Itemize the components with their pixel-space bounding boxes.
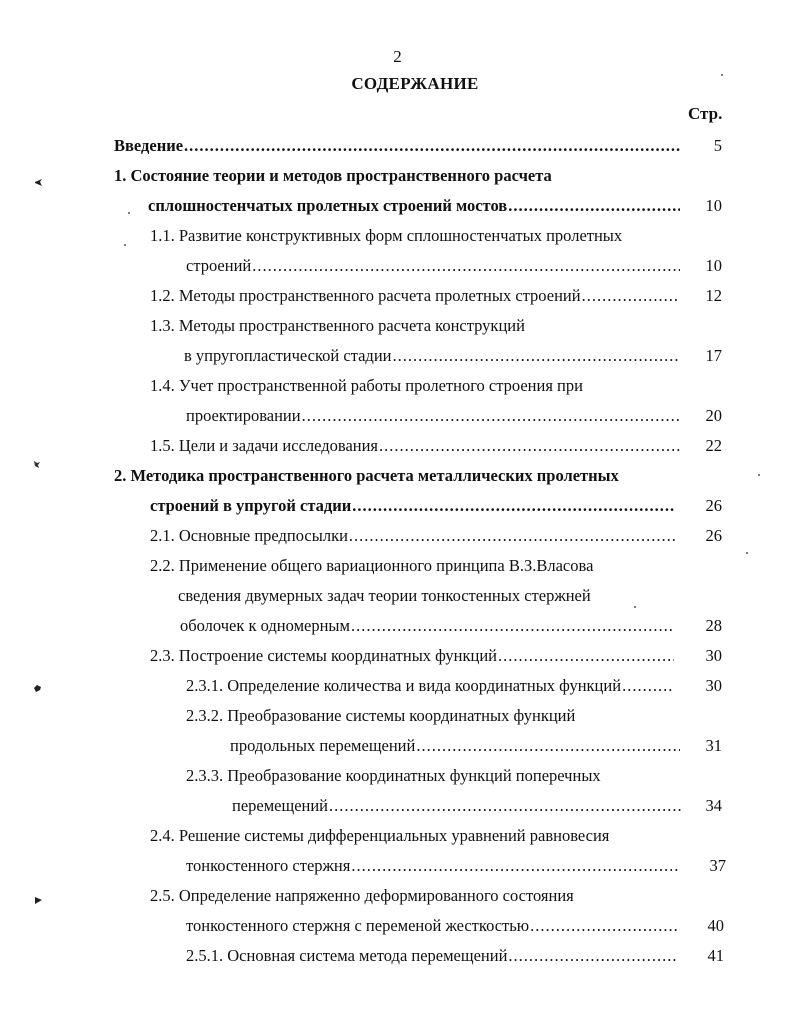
toc-entry-chapter2: [150, 496, 674, 520]
scan-speck: [124, 244, 126, 246]
page-title: СОДЕРЖАНИЕ: [351, 74, 479, 93]
toc-entry-2-5: [186, 916, 680, 940]
toc-entry-1-2: [150, 286, 680, 310]
toc-entry-2-3-3: [232, 796, 682, 820]
leader-dots: [416, 736, 680, 756]
leader-dots: [329, 796, 682, 816]
toc-entry-1-4: [186, 406, 680, 430]
toc-entry-2-2-line1: 2.2. Применение общего вариационного принципа В.З.Власова: [150, 556, 594, 575]
toc-entry-2-2: [180, 616, 674, 640]
toc-entry-text: тонкостенного стержня: [186, 856, 351, 875]
toc-page-number: 26: [705, 496, 722, 515]
toc-entry-2-3-2: [230, 736, 680, 760]
toc-entry-1-3-line1: 1.3. Методы пространственного расчета конструкций: [150, 316, 525, 335]
toc-entry-2-5-1: [186, 946, 678, 970]
toc-entry-text: строений: [186, 256, 252, 275]
leader-dots: [352, 496, 674, 516]
leader-dots: [184, 136, 680, 156]
leader-dots: [302, 406, 680, 426]
leader-dots: [349, 526, 676, 546]
scan-mark-icon: [32, 460, 41, 469]
scan-speck: [746, 552, 748, 554]
toc-entry-1-3: [184, 346, 680, 370]
toc-page-number: 37: [709, 856, 726, 875]
toc-page-number: 12: [705, 286, 722, 305]
page-number: 2: [393, 47, 402, 66]
toc-entry-1-5: [150, 436, 680, 460]
leader-dots: [508, 196, 680, 216]
toc-page-number: 22: [705, 436, 722, 455]
toc-entry-text: проектировании: [186, 406, 301, 425]
toc-page-number: 10: [705, 196, 722, 215]
toc-entry-1-4-line1: 1.4. Учет пространственной работы пролетного строения при: [150, 376, 583, 395]
scan-speck: [758, 474, 760, 476]
toc-entry-2-5-line1: 2.5. Определение напряженно деформированного состояния: [150, 886, 574, 905]
toc-entry-text: продольных перемещений: [230, 736, 416, 755]
leader-dots: [393, 346, 681, 366]
toc-entry-text: 2.1. Основные предпосылки: [150, 526, 348, 545]
toc-page-number: 26: [705, 526, 722, 545]
toc-page-number: 20: [705, 406, 722, 425]
leader-dots: [582, 286, 680, 306]
leader-dots: [252, 256, 680, 276]
leader-dots: [530, 916, 680, 936]
scan-speck: [128, 212, 130, 214]
toc-page-number: 10: [705, 256, 722, 275]
leader-dots: [351, 856, 680, 876]
toc-entry-chapter2-line1: 2. Методика пространственного расчета металлических пролетных: [114, 466, 619, 485]
toc-entry-text: 1.2. Методы пространственного расчета пролетных строений: [150, 286, 581, 305]
toc-entry-text: строений в упругой стадии: [150, 496, 352, 515]
scan-speck: [634, 606, 636, 608]
toc-entry-intro: [114, 136, 680, 160]
toc-entry-2-2-line2: сведения двумерных задач теории тонкостенных стержней: [178, 586, 591, 605]
leader-dots: [622, 676, 674, 696]
toc-entry-2-3: [150, 646, 674, 670]
toc-page-number: 30: [705, 676, 722, 695]
leader-dots: [351, 616, 674, 636]
toc-entry-text: Введение: [114, 136, 184, 155]
toc-page-number: 5: [713, 136, 722, 155]
leader-dots: [498, 646, 674, 666]
toc-entry-1-1: [186, 256, 680, 280]
toc-entry-2-3-2-line1: 2.3.2. Преобразование системы координатных функций: [186, 706, 576, 725]
toc-page-number: 31: [705, 736, 722, 755]
toc-page-number: 17: [705, 346, 722, 365]
leader-dots: [379, 436, 680, 456]
toc-entry-text: тонкостенного стержня с переменой жесткостью: [186, 916, 530, 935]
toc-page-number: 34: [705, 796, 722, 815]
scan-mark-icon: [34, 178, 43, 187]
toc-entry-text: 2.3. Построение системы координатных функций: [150, 646, 498, 665]
toc-page-number: 28: [705, 616, 722, 635]
scan-speck: [721, 74, 723, 76]
page-column-label: Стр.: [688, 104, 723, 123]
toc-page-number: 40: [707, 916, 724, 935]
toc-entry-chapter1-line1: 1. Состояние теории и методов пространственного расчета: [114, 166, 552, 185]
toc-entry-2-3-1: [186, 676, 674, 700]
scan-mark-icon: [34, 896, 43, 905]
toc-page-number: 30: [705, 646, 722, 665]
toc-entry-2-4-line1: 2.4. Решение системы дифференциальных уравнений равновесия: [150, 826, 610, 845]
toc-entry-text: сплошностенчатых пролетных строений мостов: [148, 196, 508, 215]
toc-entry-2-3-3-line1: 2.3.3. Преобразование координатных функций поперечных: [186, 766, 601, 785]
toc-entry-1-1-line1: 1.1. Развитие конструктивных форм сплошностенчатых пролетных: [150, 226, 623, 245]
toc-entry-text: 1.5. Цели и задачи исследования: [150, 436, 379, 455]
toc-entry-text: перемещений: [232, 796, 329, 815]
scan-mark-icon: [33, 684, 42, 693]
toc-entry-text: оболочек к одномерным: [180, 616, 350, 635]
toc-entry-text: 2.3.1. Определение количества и вида координатных функций: [186, 676, 622, 695]
toc-entry-2-4: [186, 856, 680, 880]
toc-entry-text: в упругопластической стадии: [184, 346, 392, 365]
leader-dots: [508, 946, 678, 966]
toc-entry-chapter1: [148, 196, 680, 220]
toc-entry-text: 2.5.1. Основная система метода перемещений: [186, 946, 508, 965]
toc-entry-2-1: [150, 526, 676, 550]
toc-page-number: 41: [707, 946, 724, 965]
